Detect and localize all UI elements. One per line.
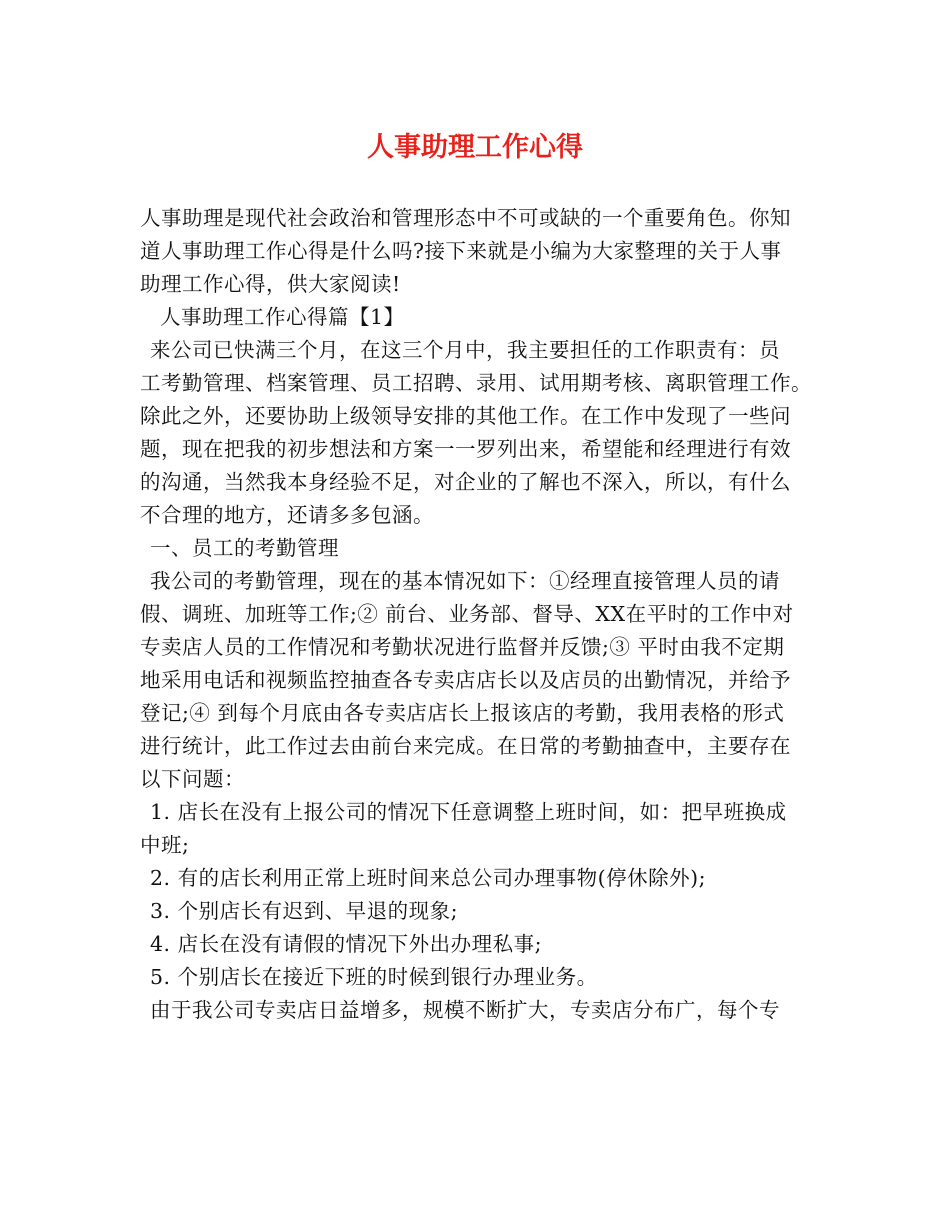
body-line: 工考勤管理、档案管理、员工招聘、录用、试用期考核、离职管理工作。: [140, 371, 812, 395]
body-line: 地采用电话和视频监控抽查各专卖店店长以及店员的出勤情况，并给予: [140, 668, 791, 692]
body-line: 人事助理是现代社会政治和管理形态中不可或缺的一个重要角色。你知: [140, 206, 791, 230]
document-title: 人事助理工作心得: [367, 132, 583, 163]
section-heading: 人事助理工作心得篇【1】: [160, 305, 405, 329]
body-line: 假、调班、加班等工作;② 前台、业务部、督导、XX在平时的工作中对: [140, 602, 794, 626]
body-line: 来公司已快满三个月，在这三个月中，我主要担任的工作职责有：员: [150, 338, 780, 362]
body-line: 专卖店人员的工作情况和考勤状况进行监督并反馈;③ 平时由我不定期: [140, 635, 785, 659]
list-item: 4. 店长在没有请假的情况下外出办理私事;: [150, 932, 542, 956]
list-item: 3. 个别店长有迟到、早退的现象;: [150, 899, 458, 923]
body-line: 登记;④ 到每个月底由各专卖店店长上报该店的考勤，我用表格的形式: [140, 701, 785, 725]
body-line: 助理工作心得，供大家阅读!: [140, 272, 401, 296]
body-line: 除此之外，还要协助上级领导安排的其他工作。在工作中发现了一些问: [140, 404, 791, 428]
body-line: 不合理的地方，还请多多包涵。: [140, 503, 434, 527]
body-line: 道人事助理工作心得是什么吗?接下来就是小编为大家整理的关于人事: [140, 239, 782, 263]
list-item: 2. 有的店长利用正常上班时间来总公司办理事物(停休除外);: [150, 866, 706, 890]
list-item: 1. 店长在没有上报公司的情况下任意调整上班时间，如：把早班换成: [150, 800, 787, 824]
body-line: 题，现在把我的初步想法和方案一一罗列出来，希望能和经理进行有效: [140, 437, 791, 461]
body-line: 由于我公司专卖店日益增多，规模不断扩大，专卖店分布广，每个专: [150, 998, 780, 1022]
body-line: 以下问题：: [140, 767, 245, 791]
body-line: 我公司的考勤管理，现在的基本情况如下：①经理直接管理人员的请: [150, 569, 780, 593]
document-body: [140, 202, 820, 1027]
body-line: 中班;: [140, 833, 190, 857]
list-item: 5. 个别店长在接近下班的时候到银行办理业务。: [150, 965, 598, 989]
body-line: 进行统计，此工作过去由前台来完成。在日常的考勤抽查中，主要存在: [140, 734, 791, 758]
body-line: 的沟通，当然我本身经验不足，对企业的了解也不深入，所以，有什么: [140, 470, 791, 494]
section-heading: 一、员工的考勤管理: [150, 536, 339, 560]
